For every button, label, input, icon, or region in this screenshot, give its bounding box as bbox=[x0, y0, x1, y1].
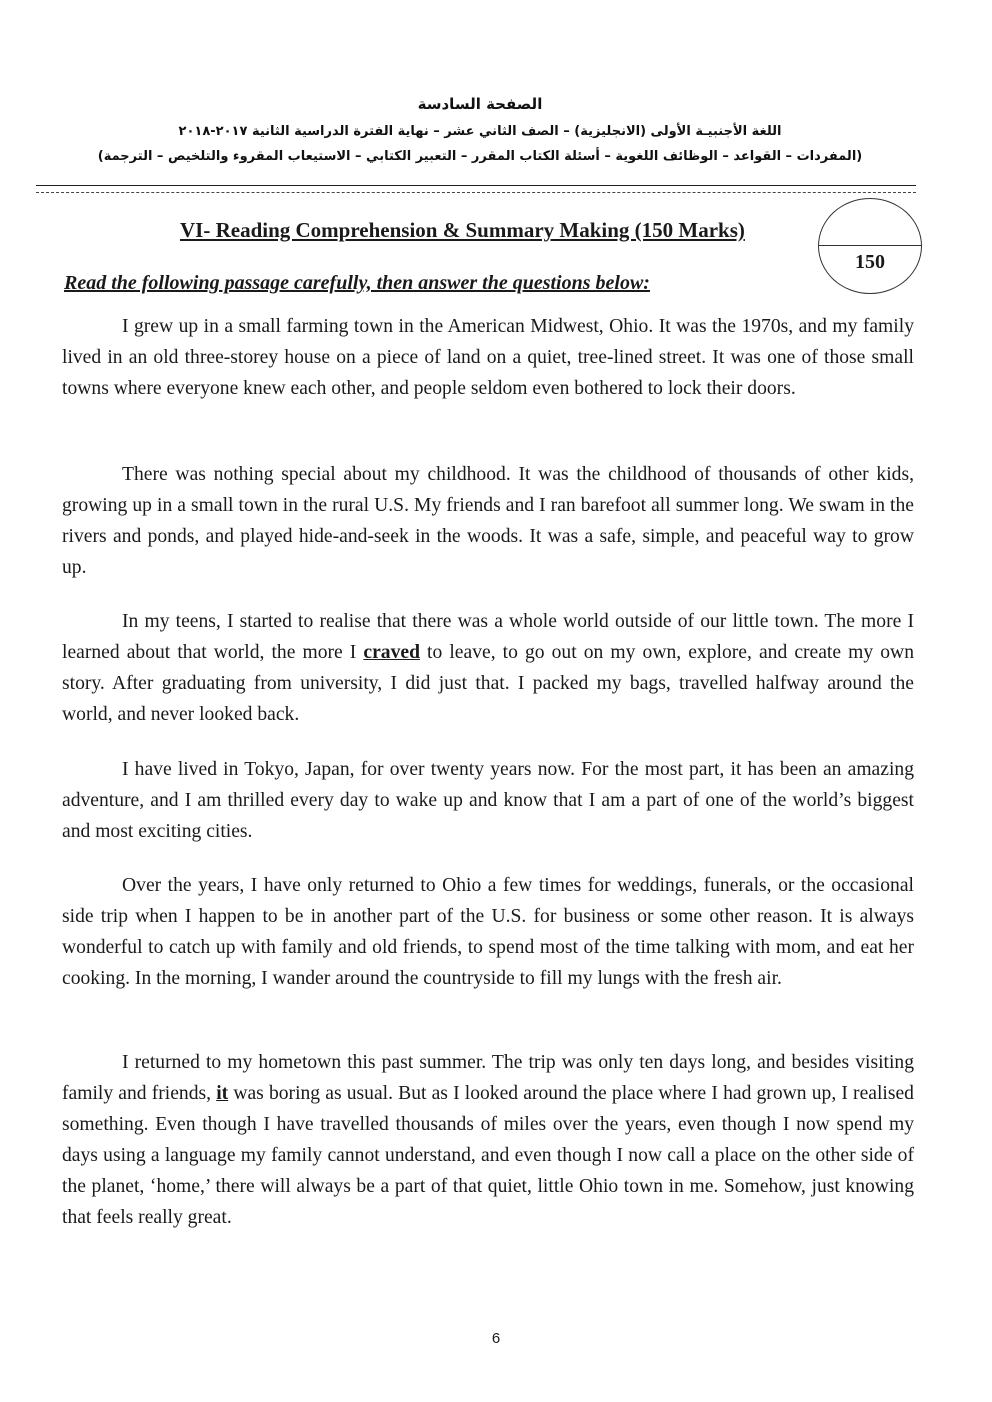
section-title: VI- Reading Comprehension & Summary Making (150 Marks) bbox=[180, 218, 745, 242]
paragraph-6 bbox=[62, 1047, 914, 1233]
score-box bbox=[818, 198, 922, 294]
instruction-text: Read the following passage carefully, then answer the questions below: bbox=[64, 272, 650, 294]
page-number: 6 bbox=[491, 1330, 501, 1347]
arabic-exam-info: اللغة الأجنبيـة الأولى (الانجليزية) – الصف الثاني عشر – نهاية الفترة الدراسية الثانية ٢٠١٧-٢٠١٨ bbox=[178, 124, 782, 139]
header-divider bbox=[36, 185, 916, 186]
paragraph-6-end: was boring as usual. But as I looked around the place where I had grown up, I realised something. Even though I have travelled thousands of miles over the years, even though I now spend my days using a language my family cannot understand, and even though I now call a place on the other side of the planet, ‘home,’ there will always be a part of that quiet, little Ohio town in me. Somehow, just knowing that feels really great. bbox=[62, 1083, 914, 1228]
paragraph-3 bbox=[62, 606, 914, 730]
arabic-sections-list: (المفردات – القواعد – الوظائف اللغوية – أسئلة الكتاب المقرر – التعبير الكتابي – الاستيعاب المقروء والتلخيص – الترجمة) bbox=[97, 149, 863, 164]
score-total: 150 bbox=[855, 251, 885, 273]
paragraph-3-start: In my teens, I started to realise that there was a whole world outside of our little town. The more I learned about that world, the more I bbox=[62, 611, 914, 663]
paragraph-3-end: to leave, to go out on my own, explore, and create my own story. After graduating from university, I did just that. I packed my bags, travelled halfway around the world, and never looked back. bbox=[62, 642, 914, 725]
paragraph-4: I have lived in Tokyo, Japan, for over twenty years now. For the most part, it has been an amazing adventure, and I am thrilled every day to wake up and know that I am a part of one of the world’s biggest and most exciting cities. bbox=[62, 759, 914, 842]
paragraph-5: Over the years, I have only returned to Ohio a few times for weddings, funerals, or the occasional side trip when I happen to be in another part of the U.S. for business or some other reason. It is always wonderful to catch up with family and old friends, to spend most of the time talking with mom, and eat her cooking. In the morning, I wander around the countryside to fill my lungs with the fresh air. bbox=[62, 875, 914, 989]
paragraph-6-start: I returned to my hometown this past summer. The trip was only ten days long, and besides visiting family and friends, bbox=[62, 1052, 914, 1104]
score-divider bbox=[819, 245, 921, 246]
highlighted-word-it: it bbox=[216, 1083, 229, 1104]
arabic-page-label: الصفحة السادسة bbox=[417, 95, 543, 113]
paragraph-2: There was nothing special about my childhood. It was the childhood of thousands of other kids, growing up in a small town in the rural U.S. My friends and I ran barefoot all summer long. We swam in the rivers and ponds, and played hide-and-seek in the woods. It was a safe, simple, and peaceful way to grow up. bbox=[62, 464, 914, 578]
paragraph-1: I grew up in a small farming town in the American Midwest, Ohio. It was the 1970s, and my family lived in an old three-storey house on a piece of land on a quiet, tree-lined street. It was one of those small towns where everyone knew each other, and people seldom even bothered to lock their doors. bbox=[62, 316, 914, 399]
highlighted-word-craved: craved bbox=[363, 642, 420, 663]
header-divider-dashed bbox=[36, 192, 916, 193]
